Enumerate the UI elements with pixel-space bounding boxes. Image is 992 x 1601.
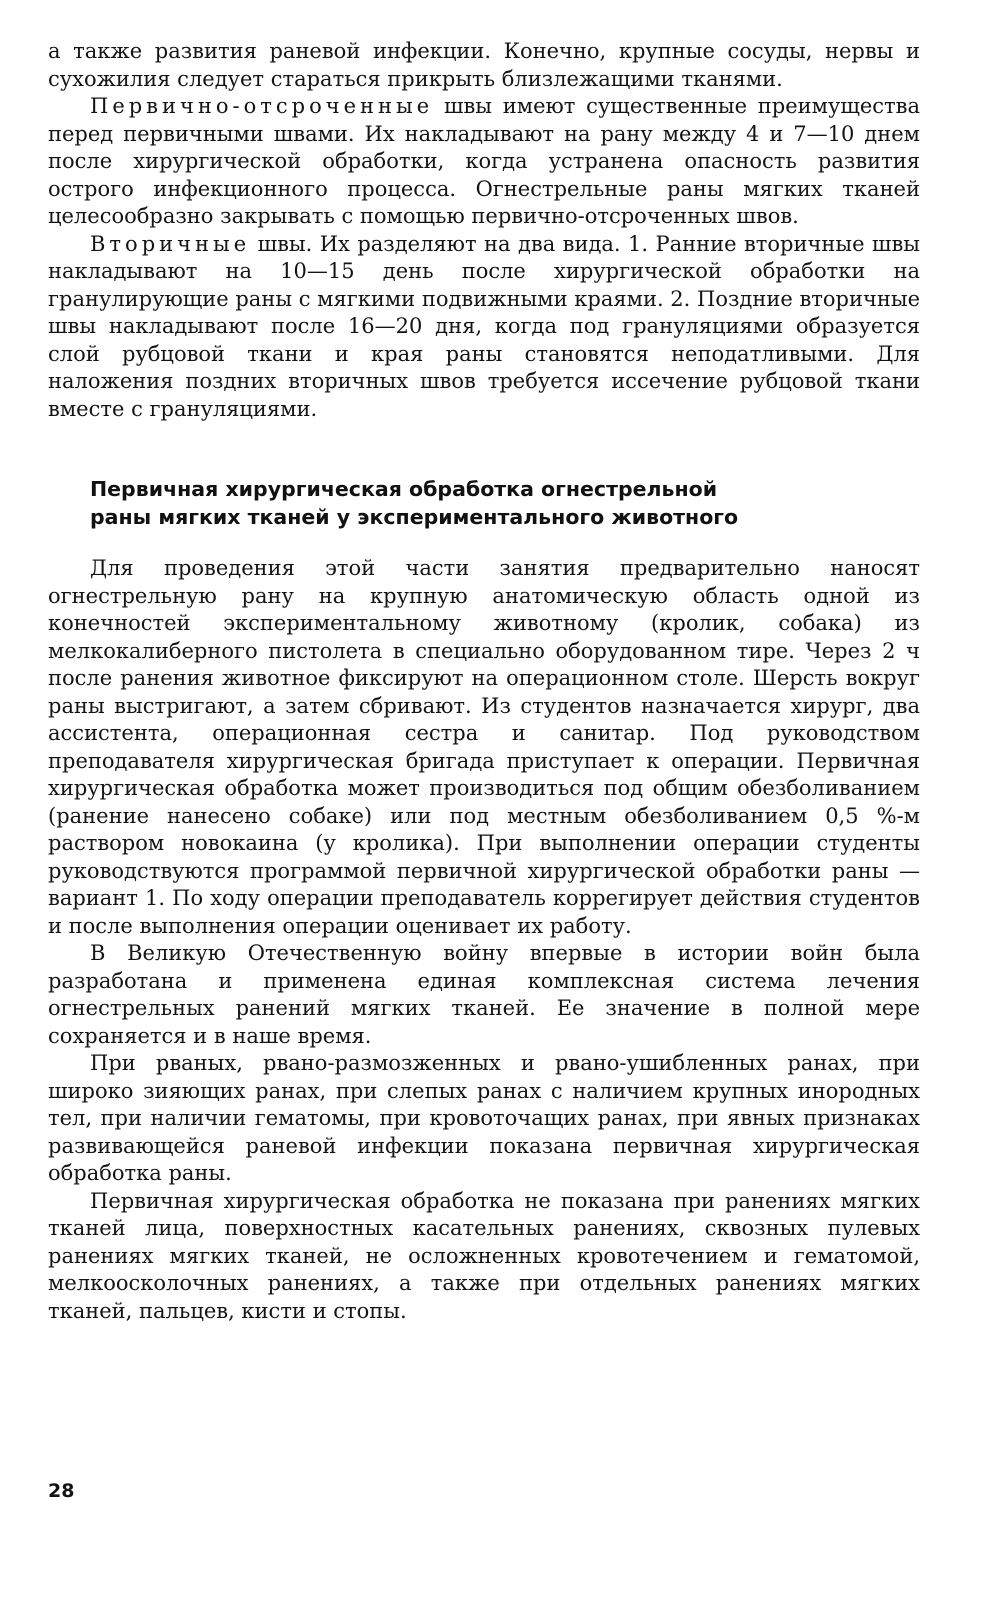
- page-body: [48, 38, 920, 1325]
- page-number: 28: [48, 1480, 75, 1502]
- paragraph-secondary-text: швы. Их разделяют на два вида. 1. Ранние вторичные швы накладывают на 10—15 день после хирургической обработки на гранулирующие раны с мягкими подвижными краями. 2. Поздние вторичные швы накладывают после 16—20 дня, когда под грануляциями образуется слой рубцовой ткани и края раны становятся неподатливыми. Для наложения поздних вторичных швов требуется иссечение рубцовой ткани вместе с грануляциями.: [48, 231, 920, 421]
- term-primary-delayed: Первично-отсроченные: [90, 94, 434, 118]
- section-heading: [90, 475, 920, 531]
- paragraph-ww2-history: В Великую Отечественную войну впервые в истории войн была разработана и применена единая комплексная система лечения огнестрельных ранений мягких тканей. Ее значение в полной мере сохраняется и в наше время.: [48, 941, 920, 1048]
- paragraph-primary-delayed-text: швы имеют существенные преимущества перед первичными швами. Их накладывают на рану между 4 и 7—10 днем после хирургической обработки, когда устранена опасность развития острого инфекционного процесса. Огнестрельные раны мягких тканей целесообразно закрывать с помощью первично-отсроченных швов.: [48, 94, 920, 228]
- paragraph-contraindications: Первичная хирургическая обработка не показана при ранениях мягких тканей лица, поверхностных касательных ранениях, сквозных пулевых ранениях мягких тканей, не осложненных кровотечением и гематомой, мелкоосколочных ранениях, а также при отдельных ранениях мягких тканей, пальцев, кисти и стопы.: [48, 1188, 920, 1323]
- paragraph-indications: При рваных, рвано-размозженных и рвано-ушибленных ранах, при широко зияющих ранах, при слепых ранах с наличием крупных инородных тел, при наличии гематомы, при кровоточащих ранах, при явных признаках развивающейся раневой инфекции показана первичная хирургическая обработка раны.: [48, 1051, 920, 1185]
- section-heading-line-1: Первичная хирургическая обработка огнестрельной: [90, 477, 718, 501]
- term-secondary: Вторичные: [90, 231, 251, 256]
- section-heading-line-2: раны мягких тканей у экспериментального животного: [90, 505, 739, 529]
- paragraph-primary-delayed-sutures: [48, 93, 920, 231]
- paragraph-secondary-sutures: [48, 231, 920, 424]
- paragraph-experiment-procedure: Для проведения этой части занятия предварительно наносят огнестрельную рану на крупную анатомическую область одной из конечностей экспериментальному животному (кролик, собака) из мелкокалиберного пистолета в специально оборудованном тире. Через 2 ч после ранения животное фиксируют на операционном столе. Шерсть вокруг раны выстригают, а затем сбривают. Из студентов назначается хирург, два ассистента, операционная сестра и санитар. Под руководством преподавателя хирургическая бригада приступает к операции. Первичная хирургическая обработка может производиться под общим обезболиванием (ранение нанесено собаке) или под местным обезболиванием 0,5 %-м раствором новокаина (у кролика). При выполнении операции студенты руководствуются программой первичной хирургической обработки раны — вариант 1. По ходу операции преподаватель коррегирует действия студентов и после выполнения операции оценивает их работу.: [48, 556, 920, 938]
- paragraph-continued: а также развития раневой инфекции. Конечно, крупные сосуды, нервы и сухожилия следует стараться прикрыть близлежащими тканями.: [48, 39, 920, 91]
